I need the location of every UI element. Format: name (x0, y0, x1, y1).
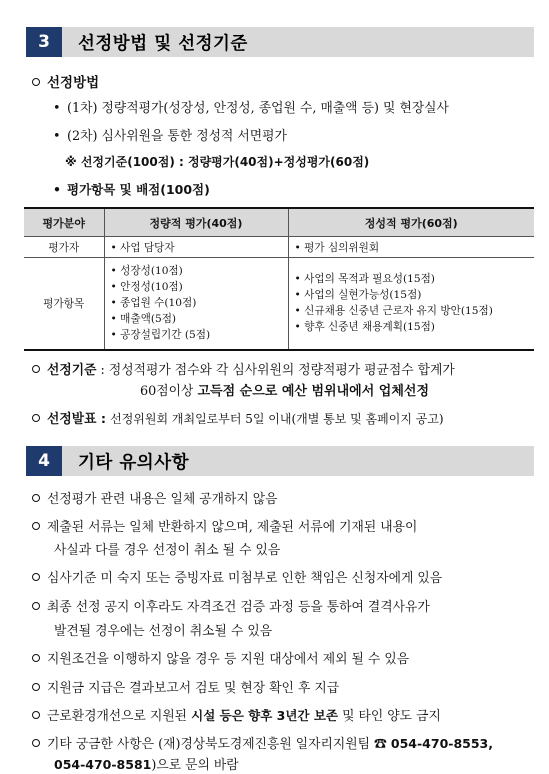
circle-bullet-icon (32, 414, 40, 422)
list-item: • 향후 신중년 채용계획(15점) (294, 321, 435, 334)
circle-bullet-icon (32, 602, 40, 610)
table-cell (288, 258, 534, 350)
table-row (24, 237, 534, 258)
bullet-dot-icon: • (53, 101, 61, 116)
row-label: 평가항목 (24, 258, 104, 350)
bullet-dot-icon: • (53, 182, 61, 197)
circle-bullet-icon (32, 739, 40, 747)
list-item: • 공장설립기간 (5점) (110, 329, 211, 342)
table-cell (104, 258, 288, 350)
notice-item-8-cont: 054-470-8581)으로 문의 바람 (54, 757, 239, 773)
list-item: • 사업의 실현가능성(15점) (294, 289, 422, 302)
criteria-note: ※ 선정기준(100점) : 정량평가(40점)+정성평가(60점) (65, 155, 370, 169)
list-item: • 사업의 목적과 필요성(15점) (294, 273, 435, 286)
notice-item-1: 선정평가 관련 내용은 일체 공개하지 않음 (32, 488, 278, 507)
table-cell: • 평가 심의위원회 (288, 237, 534, 258)
notice-item-5: 지원조건을 이행하지 않을 경우 등 지원 대상에서 제외 될 수 있음 (32, 648, 409, 667)
phone-number-2: 054-470-8581 (54, 757, 152, 772)
phone-icon: ☎ (374, 737, 387, 752)
list-item: • 안정성(10점) (110, 281, 183, 294)
bullet-dot-icon: • (53, 129, 61, 144)
notice-item-2: 제출된 서류는 일체 반환하지 않으며, 제출된 서류에 기재된 내용이 (32, 516, 417, 535)
method-bullet-2: • (2차) 심사위원을 통한 정성적 서면평가 (53, 129, 287, 144)
circle-bullet-icon (32, 573, 40, 581)
notice-item-6: 지원금 지급은 결과보고서 검토 및 현장 확인 후 지급 (32, 677, 339, 696)
list-item: • 신규채용 신중년 근로자 유지 방안(15점) (294, 305, 493, 318)
list-item: • 종업원 수(10점) (110, 297, 197, 310)
section-3-title: 선정방법 및 선정기준 (78, 33, 248, 54)
table-row (24, 258, 534, 350)
notice-item-8: 기타 궁금한 사항은 (재)경상북도경제진흥원 일자리지원팀 ☎ 054-470-8553, (32, 733, 493, 752)
notice-item-7: 근로환경개선으로 지원된 시설 등은 향후 3년간 보존 및 타인 양도 금지 (32, 705, 441, 724)
table-cell: • 사업 담당자 (104, 237, 288, 258)
notice-item-4: 최종 선정 공지 이후라도 자격조건 검증 과정 등을 통하여 결격사유가 (32, 596, 430, 615)
circle-bullet-icon (32, 365, 40, 373)
phone-number-1: 054-470-8553, (390, 736, 494, 751)
criteria-line-1: 선정기준 : 정성적평가 점수와 각 심사위원의 정량적평가 평균점수 합계가 (32, 359, 455, 378)
circle-bullet-icon (32, 494, 40, 502)
circle-bullet-icon (32, 78, 40, 86)
circle-bullet-icon (32, 711, 40, 719)
section-4-number: 4 (26, 446, 62, 476)
notice-item-3: 심사기준 미 숙지 또는 증빙자료 미첨부로 인한 책임은 신청자에게 있음 (32, 567, 442, 586)
circle-bullet-icon (32, 683, 40, 691)
circle-bullet-icon (32, 654, 40, 662)
list-item: • 성장성(10점) (110, 265, 183, 278)
table-header-cell: 정성적 평가(60점) (288, 208, 534, 237)
table-header-cell: 정량적 평가(40점) (104, 208, 288, 237)
section-4-header (26, 446, 534, 476)
items-heading: • 평가항목 및 배점(100점) (53, 182, 210, 197)
row-label: 평가자 (24, 237, 104, 258)
section-3-number: 3 (26, 27, 62, 57)
notice-item-2-cont: 사실과 다를 경우 선정이 취소 될 수 있음 (54, 543, 281, 558)
section-3-header (26, 27, 534, 57)
table-header-cell: 평가분야 (24, 208, 104, 237)
method-heading: 선정방법 (32, 71, 99, 91)
criteria-line-2: 60점이상 고득점 순으로 예산 범위내에서 업체선정 (140, 384, 430, 399)
list-item: • 매출액(5점) (110, 313, 177, 326)
notice-item-4-cont: 발견될 경우에는 선정이 취소될 수 있음 (54, 624, 273, 639)
method-bullet-1: • (1차) 정량적평가(성장성, 안정성, 종업원 수, 매출액 등) 및 현장실사 (53, 101, 449, 116)
evaluation-table (24, 207, 534, 351)
table-header-row (24, 208, 534, 237)
circle-bullet-icon (32, 522, 40, 530)
section-4-title: 기타 유의사항 (78, 452, 190, 473)
announce-line: 선정발표 : 선정위원회 개최일로부터 5일 이내(개별 통보 및 홈페이지 공고) (32, 408, 444, 427)
